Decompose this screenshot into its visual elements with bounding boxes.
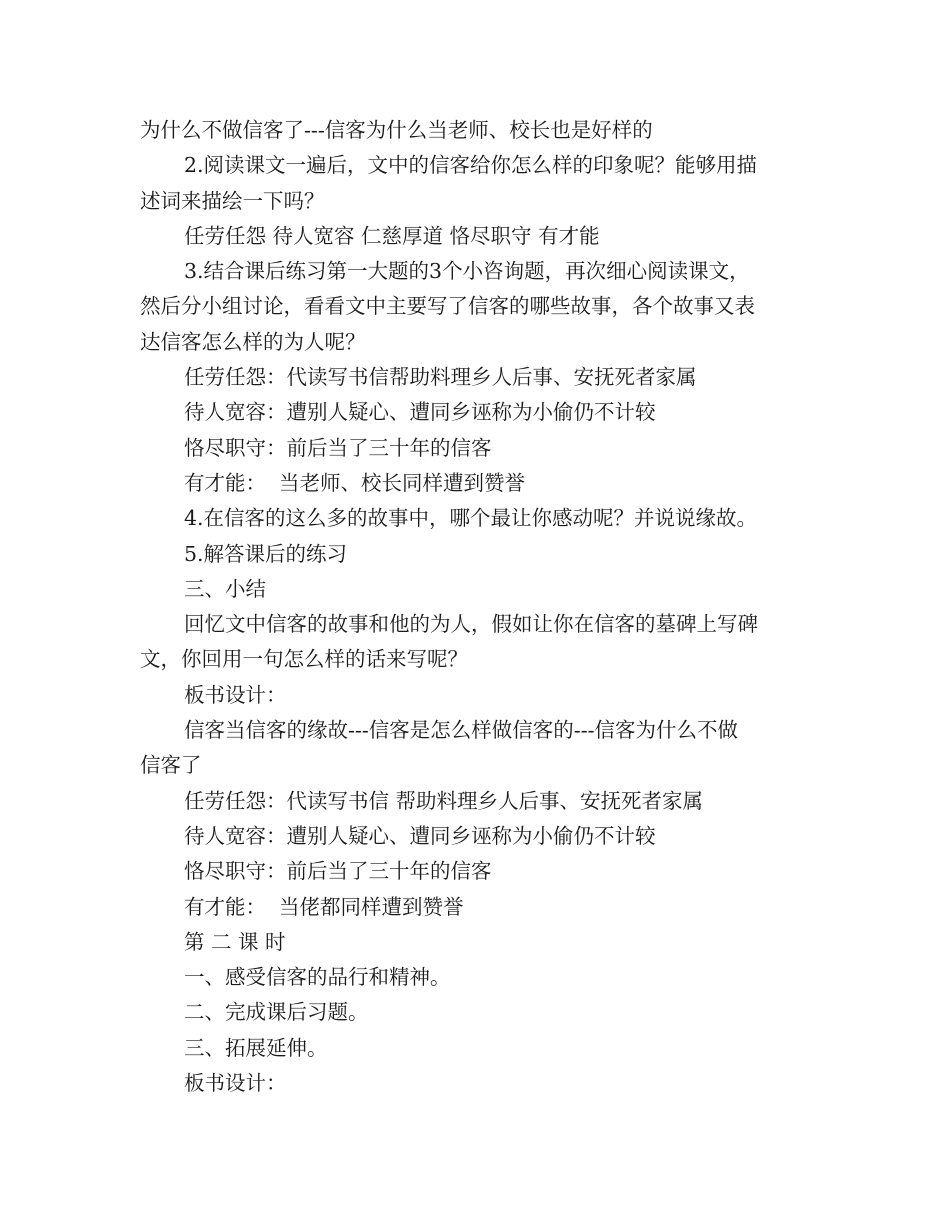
question-5-line: 5.解答课后的练习 (184, 541, 348, 566)
trait-detail-line: 恪尽职守：前后当了三十年的信客 (184, 435, 492, 460)
lesson-item: 二、完成课后习题。 (184, 1000, 369, 1025)
text-line-continuation: 然后分小组讨论，看看文中主要写了信客的哪些故事，各个故事又表 (140, 294, 755, 319)
section-heading: 三、小结 (184, 576, 266, 601)
trait-detail-line: 任劳任怨：代读写书信帮助料理乡人后事、安抚死者家属 (184, 365, 697, 390)
traits-line: 任劳任怨 待人宽容 仁慈厚道 恪尽职守 有才能 (184, 223, 600, 248)
text-line-continuation: 信客了 (140, 753, 202, 778)
question-3-line: 3.结合课后练习第一大题的3个小咨询题，再次细心阅读课文， (184, 259, 750, 284)
trait-detail-line: 待人宽容：遭别人疑心、遭同乡诬称为小偷仍不计较 (184, 823, 656, 848)
lesson-item: 三、拓展延伸。 (184, 1035, 328, 1060)
trait-detail-line: 恪尽职守：前后当了三十年的信客 (184, 859, 492, 884)
question-4-line: 4.在信客的这么多的故事中，哪个最让你感动呢？并说说缘故。 (184, 506, 758, 531)
paragraph-line: 回忆文中信客的故事和他的为人，假如让你在信客的墓碑上写碑 (184, 612, 758, 637)
trait-detail-line: 有才能： 当佬都同样遭到赞誉 (184, 894, 464, 919)
trait-detail-line: 任劳任怨：代读写书信 帮助料理乡人后事、安抚死者家属 (184, 788, 704, 813)
board-design-heading: 板书设计： (184, 1071, 287, 1096)
lesson-item: 一、感受信客的品行和精神。 (184, 965, 451, 990)
board-design-heading: 板书设计： (184, 682, 287, 707)
text-line-continuation: 文，你回用一句怎么样的话来写呢？ (140, 647, 468, 672)
document-body (140, 113, 820, 1101)
text-line-continuation: 述词来描绘一下吗？ (140, 188, 325, 213)
trait-detail-line: 有才能： 当老师、校长同样遭到赞誉 (184, 470, 526, 495)
lesson-heading: 第 二 课 时 (184, 929, 286, 954)
text-line-continuation: 达信客怎么样的为人呢？ (140, 329, 366, 354)
text-line-continuation: 为什么不做信客了---信客为什么当老师、校长也是好样的 (140, 118, 653, 142)
board-design-line: 信客当信客的缘故---信客是怎么样做信客的---信客为什么不做 (184, 718, 739, 743)
trait-detail-line: 待人宽容：遭别人疑心、遭同乡诬称为小偷仍不计较 (184, 400, 656, 425)
question-2-line: 2.阅读课文一遍后，文中的信客给你怎么样的印象呢？能够用描 (184, 153, 758, 178)
